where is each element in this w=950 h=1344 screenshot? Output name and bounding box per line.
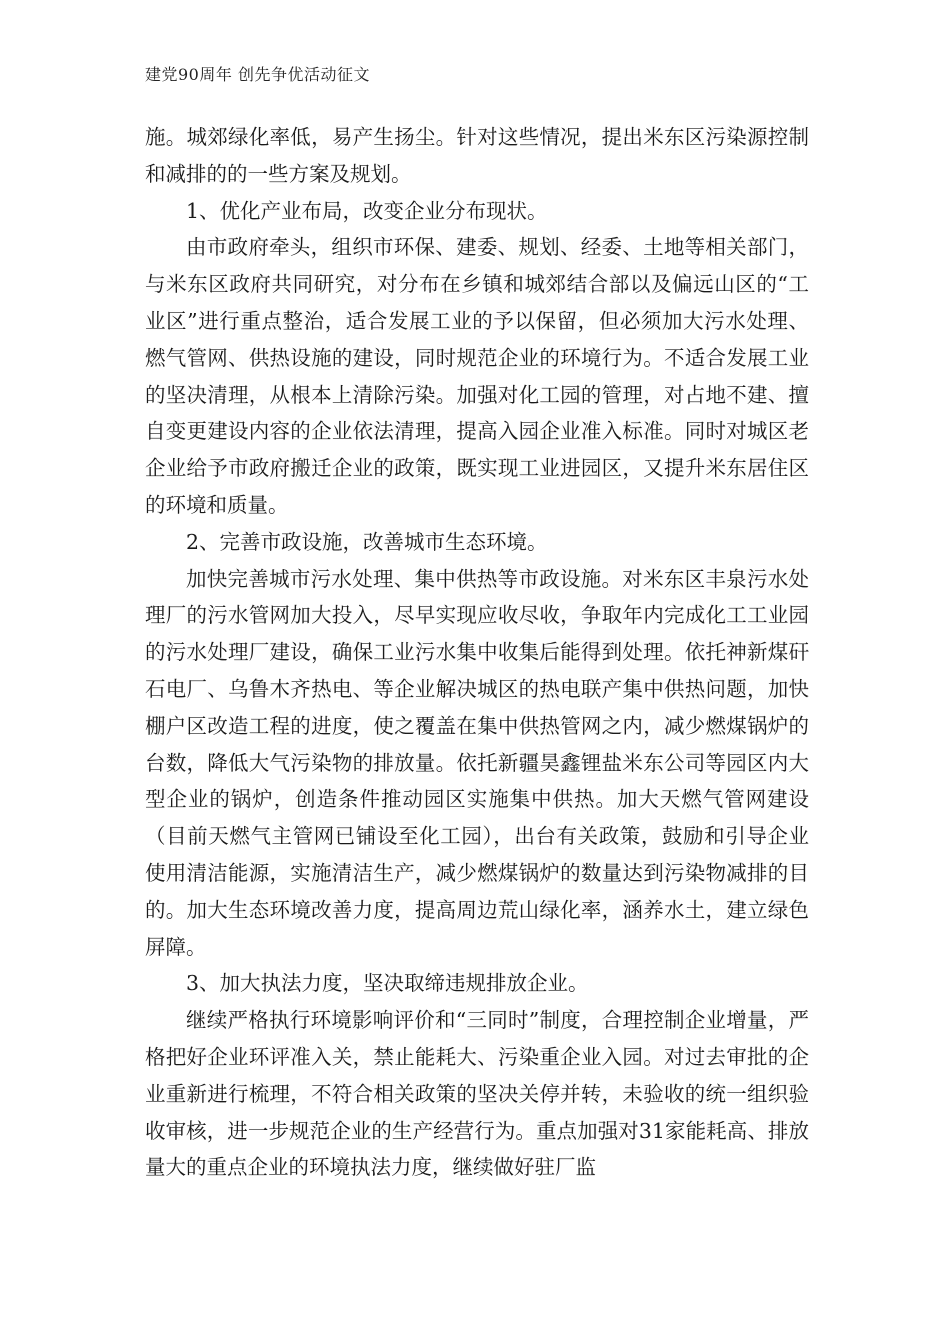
paragraph: 继续严格执行环境影响评价和“三同时”制度，合理控制企业增量，严格把好企业环评准入关，禁止能耗大、污染重企业入园。对过去审批的企业重新进行梳理，不符合相关政策的坚决关停并转，未验收的统一组织验收审核，进一步规范企业的生产经营行为。重点加强对31家能耗高、排放量大的重点企业的环境执法力度，继续做好驻厂监 xyxy=(145,1008,809,1180)
paragraph: 由市政府牵头，组织市环保、建委、规划、经委、土地等相关部门，与米东区政府共同研究，对分布在乡镇和城郊结合部以及偏远山区的“工业区”进行重点整治，适合发展工业的予以保留，但必须加大污水处理、燃气管网、供热设施的建设，同时规范企业的环境行为。不适合发展工业的坚决清理，从根本上清除污染。加强对化工园的管理，对占地不建、擅自变更建设内容的企业依法清理，提高入园企业准入标准。同时对城区老企业给予市政府搬迁企业的政策，既实现工业进园区，又提升米东居住区的环境和质量。 xyxy=(145,235,809,517)
section-heading: 3、加大执法力度，坚决取缔违规排放企业。 xyxy=(186,971,589,996)
section-heading: 1、优化产业布局，改变企业分布现状。 xyxy=(186,198,548,223)
section-heading: 2、完善市政设施，改善城市生态环境。 xyxy=(186,529,548,554)
paragraph: 施。城郊绿化率低，易产生扬尘。针对这些情况，提出米东区污染源控制和减排的的一些方案及规划。 xyxy=(145,125,809,186)
paragraph: 加快完善城市污水处理、集中供热等市政设施。对米东区丰泉污水处理厂的污水管网加大投入，尽早实现应收尽收，争取年内完成化工工业园的污水处理厂建设，确保工业污水集中收集后能得到处理。依托神新煤矸石电厂、乌鲁木齐热电、等企业解决城区的热电联产集中供热问题，加快棚户区改造工程的进度，使之覆盖在集中供热管网之内，减少燃煤锅炉的台数，降低大气污染物的排放量。依托新疆昊鑫锂盐米东公司等园区内大型企业的锅炉，创造条件推动园区实施集中供热。加大天燃气管网建设（目前天燃气主管网已铺设至化工园），出台有关政策，鼓励和引导企业使用清洁能源，实施清洁生产，减少燃煤锅炉的数量达到污染物减排的目的。加大生态环境改善力度，提高周边荒山绿化率，涵养水土，建立绿色屏障。 xyxy=(145,566,809,959)
page-header: 建党90周年 创先争优活动征文 xyxy=(145,65,370,84)
document-body xyxy=(145,119,809,1186)
